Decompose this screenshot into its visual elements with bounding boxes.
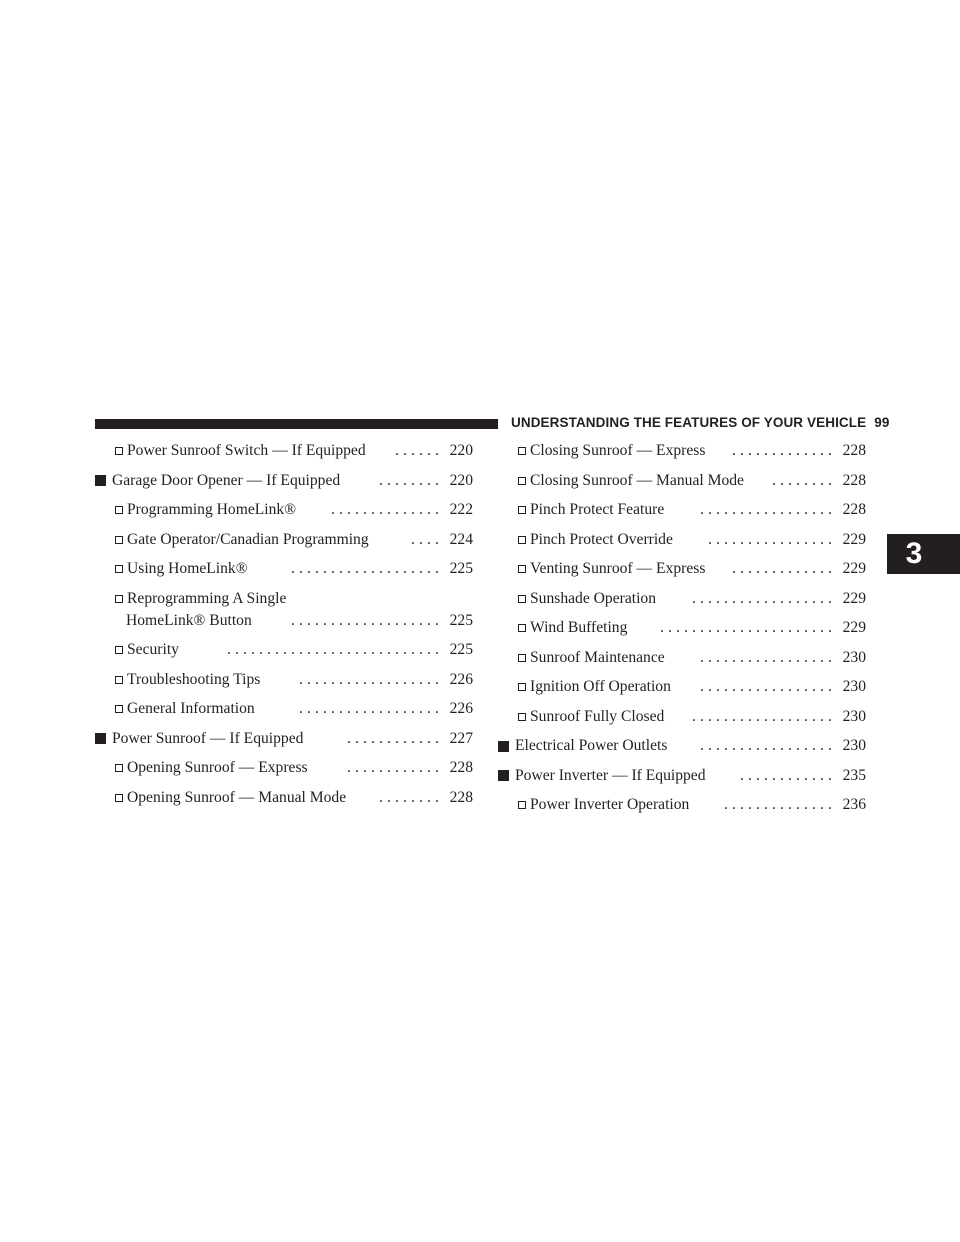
hollow-square-bullet-icon	[518, 624, 526, 632]
toc-entry-line	[95, 787, 473, 809]
toc-entry[interactable]	[95, 669, 473, 699]
toc-entry-label: Opening Sunroof — Express	[127, 759, 308, 776]
hollow-square-bullet-icon	[518, 477, 526, 485]
toc-entry[interactable]	[498, 440, 866, 470]
toc-entry[interactable]	[498, 794, 866, 824]
toc-entry-label: Power Inverter — If Equipped	[515, 766, 706, 784]
toc-page-number: 229	[842, 560, 866, 577]
toc-entry-line	[95, 639, 473, 661]
toc-entry-line	[498, 735, 866, 757]
toc-entry-label: Programming HomeLink®	[127, 501, 297, 518]
toc-entry-label-continued: HomeLink® Button	[126, 611, 252, 629]
toc-entry-line	[498, 676, 866, 698]
toc-page-number: 227	[449, 729, 473, 747]
dot-leader: ....	[411, 530, 443, 548]
toc-entry[interactable]	[498, 676, 866, 706]
hollow-square-bullet-icon	[115, 764, 123, 772]
header-rule	[95, 419, 498, 429]
toc-entry-line	[498, 794, 866, 816]
toc-page-number: 230	[842, 648, 866, 666]
toc-entry-line	[498, 558, 866, 580]
hollow-square-bullet-icon	[518, 565, 526, 573]
toc-page-number: 220	[449, 442, 473, 459]
toc-entry-label: Electrical Power Outlets	[515, 737, 668, 754]
page-number: 99	[874, 415, 890, 430]
toc-entry-line	[95, 610, 473, 632]
toc-page-number: 228	[842, 501, 866, 518]
toc-entry-line	[498, 529, 866, 551]
dot-leader: ..................	[692, 707, 836, 725]
toc-entry-label: Troubleshooting Tips	[127, 670, 261, 688]
hollow-square-bullet-icon	[115, 506, 123, 514]
toc-entry-line	[95, 529, 473, 551]
dot-leader: ........	[379, 471, 443, 489]
toc-entry-line	[498, 647, 866, 669]
toc-entry[interactable]	[95, 728, 473, 758]
dot-leader: ...................	[291, 611, 443, 629]
toc-entry[interactable]	[95, 470, 473, 500]
toc-entry-label: Venting Sunroof — Express	[530, 560, 706, 577]
toc-entry-label: Power Inverter Operation	[530, 796, 690, 813]
solid-square-bullet-icon	[95, 733, 106, 744]
toc-entry-line	[95, 499, 473, 521]
hollow-square-bullet-icon	[518, 447, 526, 455]
hollow-square-bullet-icon	[518, 801, 526, 809]
hollow-square-bullet-icon	[115, 447, 123, 455]
toc-entry[interactable]	[498, 617, 866, 647]
hollow-square-bullet-icon	[518, 506, 526, 514]
toc-entry-line	[498, 440, 866, 462]
toc-entry[interactable]	[95, 529, 473, 559]
toc-entry[interactable]	[498, 499, 866, 529]
toc-entry-line	[498, 617, 866, 639]
dot-leader: .................	[700, 678, 836, 695]
toc-entry[interactable]	[95, 639, 473, 669]
hollow-square-bullet-icon	[115, 705, 123, 713]
toc-entry-label: Closing Sunroof — Manual Mode	[530, 471, 744, 489]
hollow-square-bullet-icon	[518, 536, 526, 544]
toc-entry[interactable]	[498, 647, 866, 677]
toc-entry[interactable]	[498, 558, 866, 588]
toc-page-number: 226	[449, 670, 473, 688]
hollow-square-bullet-icon	[115, 595, 123, 603]
toc-entry[interactable]	[95, 440, 473, 470]
dot-leader: .............	[732, 442, 836, 459]
toc-entry-label: Garage Door Opener — If Equipped	[112, 471, 341, 489]
hollow-square-bullet-icon	[518, 683, 526, 691]
hollow-square-bullet-icon	[518, 595, 526, 603]
toc-page-number: 228	[842, 471, 866, 489]
toc-entry-label: Gate Operator/Canadian Programming	[127, 530, 369, 548]
toc-page-number: 222	[449, 501, 473, 518]
hollow-square-bullet-icon	[115, 676, 123, 684]
toc-page-number: 228	[449, 759, 473, 776]
running-header	[511, 415, 890, 431]
toc-entry-line	[498, 765, 866, 787]
hollow-square-bullet-icon	[115, 794, 123, 802]
toc-entry[interactable]	[95, 558, 473, 588]
toc-page-number: 225	[449, 641, 473, 658]
toc-page-number: 230	[842, 707, 866, 725]
toc-page-number: 235	[842, 766, 866, 784]
toc-column-left	[95, 440, 473, 816]
toc-entry-label: Power Sunroof — If Equipped	[112, 729, 304, 747]
dot-leader: ............	[347, 759, 443, 776]
hollow-square-bullet-icon	[518, 654, 526, 662]
dot-leader: ......................	[660, 619, 836, 636]
toc-page-number: 229	[842, 619, 866, 636]
toc-entry-line	[95, 440, 473, 462]
dot-leader: ......	[395, 442, 443, 459]
toc-entry-label: Pinch Protect Override	[530, 530, 673, 548]
dot-leader: ........	[772, 471, 836, 489]
dot-leader: ............	[347, 729, 443, 747]
toc-column-right	[498, 440, 866, 824]
dot-leader: ..................	[692, 589, 836, 607]
dot-leader: ..................	[299, 700, 443, 717]
dot-leader: .................	[700, 501, 836, 518]
toc-entry[interactable]	[498, 470, 866, 500]
toc-page-number: 230	[842, 678, 866, 695]
toc-entry-line	[95, 698, 473, 720]
toc-entry-line	[95, 757, 473, 779]
dot-leader: ........	[379, 788, 443, 806]
toc-entry-label: Security	[127, 641, 179, 658]
toc-entry[interactable]	[498, 765, 866, 795]
hollow-square-bullet-icon	[518, 713, 526, 721]
chapter-number: 3	[905, 537, 923, 570]
toc-entry[interactable]	[498, 735, 866, 765]
toc-entry-line	[95, 558, 473, 580]
toc-entry-label: Using HomeLink®	[127, 560, 248, 577]
toc-entry-label: Power Sunroof Switch — If Equipped	[127, 442, 366, 459]
hollow-square-bullet-icon	[115, 565, 123, 573]
toc-entry-line	[95, 669, 473, 691]
toc-entry[interactable]	[498, 588, 866, 618]
toc-entry[interactable]	[498, 706, 866, 736]
toc-entry-label: Opening Sunroof — Manual Mode	[127, 788, 347, 806]
toc-entry-label: Sunroof Fully Closed	[530, 707, 665, 725]
toc-page-number: 225	[449, 560, 473, 577]
toc-page-number: 230	[842, 737, 866, 754]
dot-leader: .............	[732, 560, 836, 577]
toc-entry-label: Sunroof Maintenance	[530, 648, 665, 666]
toc-entry-label: Reprogramming A Single	[127, 589, 287, 607]
toc-entry-line	[498, 588, 866, 610]
toc-page-number: 224	[449, 530, 473, 548]
toc-entry[interactable]	[95, 698, 473, 728]
solid-square-bullet-icon	[498, 770, 509, 781]
toc-entry[interactable]	[95, 499, 473, 529]
toc-entry-line	[498, 470, 866, 492]
hollow-square-bullet-icon	[115, 646, 123, 654]
toc-entry-label: Sunshade Operation	[530, 589, 657, 607]
dot-leader: .................	[700, 648, 836, 666]
section-title: UNDERSTANDING THE FEATURES OF YOUR VEHICLE	[511, 415, 867, 430]
toc-page-number: 229	[842, 530, 866, 548]
dot-leader: ...................	[291, 560, 443, 577]
toc-entry-label: Ignition Off Operation	[530, 678, 671, 695]
dot-leader: ..............	[724, 796, 836, 813]
solid-square-bullet-icon	[498, 741, 509, 752]
dot-leader: ..............	[331, 501, 443, 518]
dot-leader: ...........................	[227, 641, 443, 658]
toc-entry[interactable]	[95, 757, 473, 787]
toc-page-number: 236	[842, 796, 866, 813]
toc-entry-line	[498, 706, 866, 728]
dot-leader: ............	[740, 766, 836, 784]
toc-entry-label: Wind Buffeting	[530, 619, 628, 636]
toc-entry-label: Closing Sunroof — Express	[530, 442, 706, 459]
toc-entry-line	[95, 470, 473, 492]
toc-entry-label: Pinch Protect Feature	[530, 501, 665, 518]
toc-entry-line	[498, 499, 866, 521]
toc-page-number: 226	[449, 700, 473, 717]
toc-entry-line	[95, 728, 473, 750]
toc-page-number: 225	[449, 611, 473, 629]
solid-square-bullet-icon	[95, 475, 106, 486]
toc-entry-label: General Information	[127, 700, 255, 717]
dot-leader: ................	[708, 530, 836, 548]
toc-entry[interactable]	[95, 588, 473, 640]
toc-page-number: 229	[842, 589, 866, 607]
hollow-square-bullet-icon	[115, 536, 123, 544]
dot-leader: ..................	[299, 670, 443, 688]
toc-page-number: 228	[842, 442, 866, 459]
toc-entry[interactable]	[498, 529, 866, 559]
toc-entry[interactable]	[95, 787, 473, 817]
toc-page-number: 220	[449, 471, 473, 489]
toc-entry-line	[95, 588, 473, 610]
dot-leader: .................	[700, 737, 836, 754]
toc-page-number: 228	[449, 788, 473, 806]
